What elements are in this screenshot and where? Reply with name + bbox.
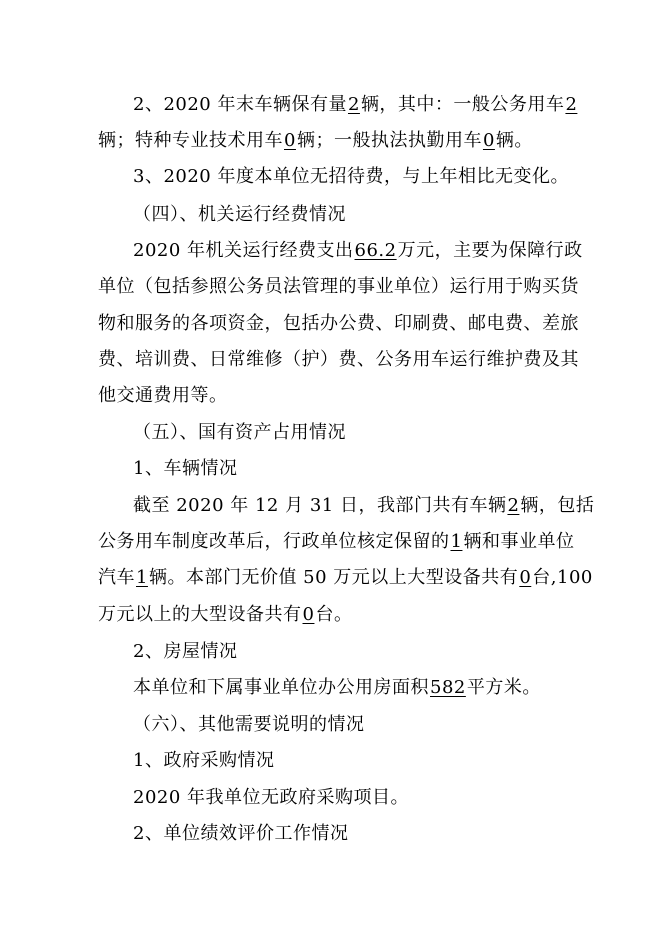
- text: 辆。本部门无价值 50 万元以上大型设备共有: [148, 567, 519, 588]
- text: 台,100: [532, 567, 593, 588]
- vehicle-total-value: 2: [347, 94, 360, 115]
- text: 辆；特种专业技术用车: [98, 130, 283, 151]
- vehicle-count-line-1: [133, 93, 578, 117]
- section-heading-4: （四）、机关运行经费情况: [133, 204, 346, 225]
- text: 平方米。: [466, 677, 541, 698]
- text: 本单位和下属事业单位办公用房面积: [133, 677, 429, 698]
- office-area-line: [133, 676, 541, 700]
- admin-vehicle-value: 1: [450, 531, 463, 552]
- vehicle-status-line-1: [133, 494, 594, 518]
- operating-expense-line-4: 费、培训费、日常维修（护）费、公务用车运行维护费及其: [98, 349, 579, 370]
- vehicle-status-line-2: [98, 530, 574, 554]
- subheading-vehicles: 1、车辆情况: [133, 458, 238, 479]
- operating-expense-value: 66.2: [354, 240, 397, 261]
- text: 辆。: [495, 130, 533, 151]
- operating-expense-line-3: 物和服务的各项资金，包括办公费、印刷费、邮电费、差旅: [98, 313, 579, 334]
- vehicle-status-line-4: [98, 603, 352, 627]
- vehicle-status-line-3: [98, 566, 593, 590]
- text: 万元以上的大型设备共有: [98, 604, 302, 625]
- section-heading-6: （六）、其他需要说明的情况: [133, 714, 365, 735]
- reception-fee-line: 3、2020 年度本单位无招待费，与上年相比无变化。: [133, 166, 569, 187]
- equipment-100-value: 0: [302, 604, 315, 625]
- text: 2、2020 年末车辆保有量: [133, 94, 347, 115]
- special-vehicle-value: 0: [284, 130, 296, 151]
- operating-expense-line-2: 单位（包括参照公务员法管理的事业单位）运行用于购买货: [98, 276, 579, 297]
- text: 辆，包括: [520, 495, 595, 516]
- vehicle-count-value: 2: [507, 495, 520, 516]
- text: 截至 2020 年 12 月 31 日，我部门共有车辆: [133, 495, 507, 516]
- text: 辆，其中：一般公务用车: [360, 94, 565, 115]
- vehicle-count-line-2: [98, 129, 533, 153]
- operating-expense-line-5: 他交通费用等。: [98, 385, 228, 406]
- subheading-performance: 2、单位绩效评价工作情况: [133, 823, 349, 844]
- subheading-procurement: 1、政府采购情况: [133, 750, 275, 771]
- general-vehicle-value: 2: [565, 94, 578, 115]
- text: 辆；一般执法执勤用车: [296, 130, 482, 151]
- procurement-line: 2020 年我单位无政府采购项目。: [133, 787, 410, 808]
- section-heading-5: （五）、国有资产占用情况: [133, 422, 346, 443]
- equipment-50-value: 0: [519, 567, 532, 588]
- text: 汽车: [98, 567, 135, 588]
- institution-vehicle-value: 1: [136, 567, 148, 588]
- text: 万元，主要为保障行政: [397, 240, 583, 261]
- office-area-value: 582: [430, 677, 466, 698]
- text: 台。: [315, 604, 353, 625]
- operating-expense-line-1: [133, 239, 583, 263]
- subheading-buildings: 2、房屋情况: [133, 641, 238, 662]
- enforcement-vehicle-value: 0: [482, 130, 495, 151]
- text: 辆和事业单位: [463, 531, 575, 552]
- text: 2020 年机关运行经费支出: [133, 240, 354, 261]
- text: 公务用车制度改革后，行政单位核定保留的: [98, 531, 450, 552]
